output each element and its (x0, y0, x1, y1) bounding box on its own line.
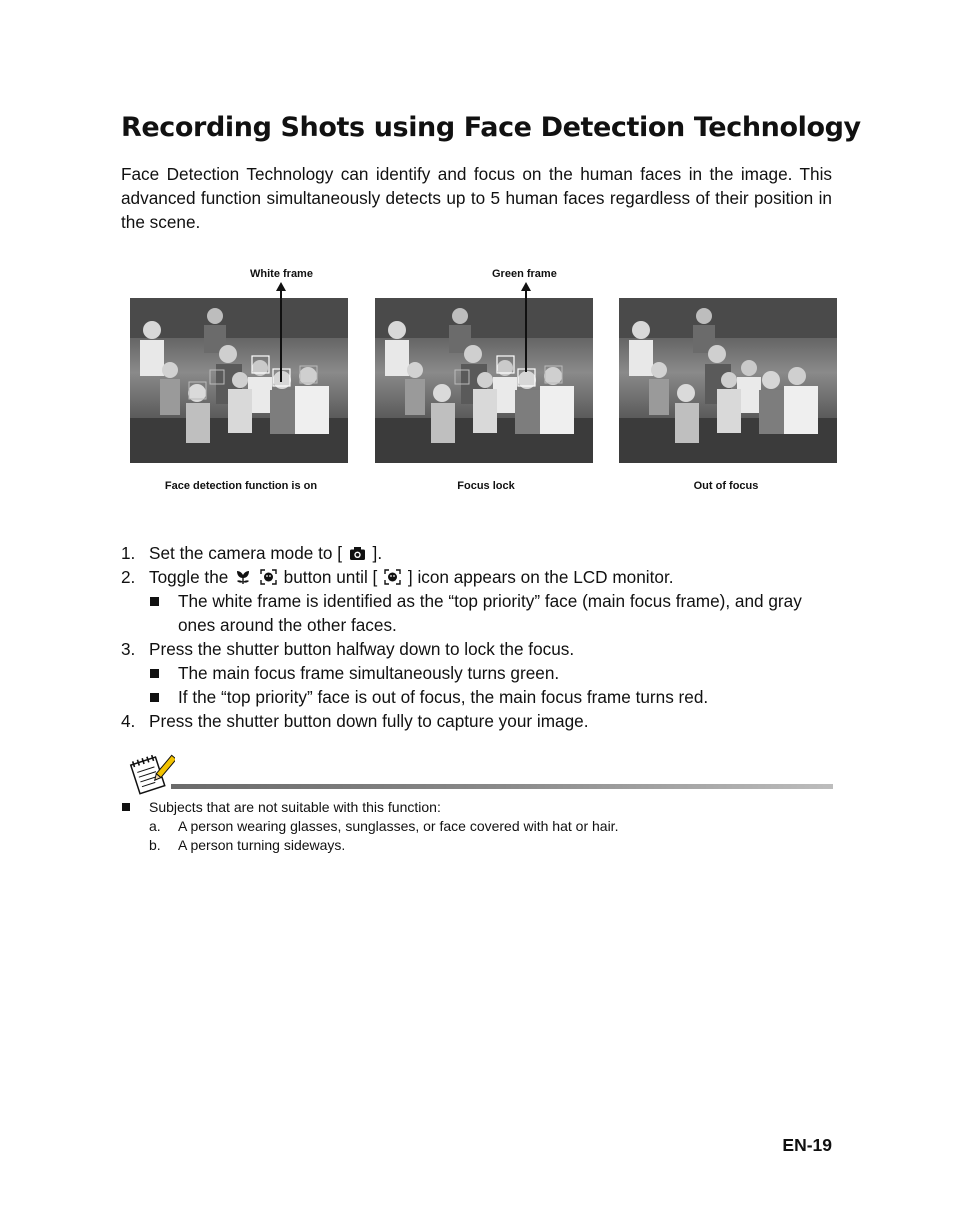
photo-out-of-focus (619, 298, 837, 463)
bullet-square-icon (150, 693, 159, 702)
sub-bullet-text: The main focus frame simultaneously turns green. (178, 663, 560, 683)
face-detection-figure (0, 260, 954, 510)
face-detection-icon (384, 569, 401, 585)
macro-flower-icon (235, 569, 251, 585)
bullet-square-icon (150, 597, 159, 606)
note-subitem (121, 836, 833, 855)
step-text: ] icon appears on the LCD monitor. (407, 567, 674, 587)
note-item (121, 798, 833, 817)
note-subitem-letter: a. (149, 818, 161, 834)
sub-bullet-text: If the “top priority” face is out of focus, the main focus frame turns red. (178, 687, 709, 707)
sub-bullet-text: The white frame is identified as the “top priority” face (main focus frame), and gray ones around the other faces. (178, 591, 802, 635)
step-text: Set the camera mode to [ (149, 543, 342, 563)
callout-white-frame: White frame (250, 268, 313, 280)
note-list (121, 798, 833, 855)
callout-line-green (525, 290, 527, 372)
face-detection-icon (260, 569, 277, 585)
step-text: Toggle the (149, 567, 229, 587)
step-text: Press the shutter button down fully to capture your image. (149, 711, 589, 731)
step-text: ]. (372, 543, 383, 563)
steps-list (121, 541, 833, 733)
step-2 (121, 565, 833, 589)
step-1 (121, 541, 833, 565)
bullet-square-icon (122, 803, 130, 811)
caption-out-of-focus: Out of focus (693, 480, 759, 492)
callout-line-white (280, 290, 282, 382)
photo-face-detection-on (130, 298, 348, 463)
note-divider (171, 784, 833, 789)
step-text: button until [ (283, 567, 378, 587)
sub-bullet (121, 661, 833, 685)
note-subitem-letter: b. (149, 837, 161, 853)
group-photo-image (375, 298, 593, 463)
sub-bullet (121, 589, 833, 637)
sub-bullet (121, 685, 833, 709)
step-3 (121, 637, 833, 661)
note-subitem-text: A person wearing glasses, sunglasses, or face covered with hat or hair. (178, 818, 619, 834)
caption-focus-lock: Focus lock (457, 480, 515, 492)
step-4 (121, 709, 833, 733)
step-number: 4. (121, 711, 136, 731)
page-number: EN-19 (782, 1135, 832, 1155)
notepad-pencil-icon (129, 752, 175, 796)
step-number: 3. (121, 639, 136, 659)
step-text: Press the shutter button halfway down to lock the focus. (149, 639, 575, 659)
callout-green-frame: Green frame (492, 268, 557, 280)
page-title: Recording Shots using Face Detection Technology (121, 112, 861, 143)
group-photo-image (130, 298, 348, 463)
photo-focus-lock (375, 298, 593, 463)
note-item-text: Subjects that are not suitable with this function: (149, 799, 441, 815)
camera-mode-icon (349, 546, 366, 561)
step-number: 2. (121, 567, 136, 587)
step-number: 1. (121, 543, 136, 563)
note-subitem-text: A person turning sideways. (178, 837, 346, 853)
group-photo-image (619, 298, 837, 463)
intro-paragraph: Face Detection Technology can identify and focus on the human faces in the image. This advanced function simultaneously detects up to 5 human faces regardless of their position in the scene. (121, 164, 832, 232)
caption-face-detection-on: Face detection function is on (164, 480, 318, 492)
note-subitem (121, 817, 833, 836)
bullet-square-icon (150, 669, 159, 678)
